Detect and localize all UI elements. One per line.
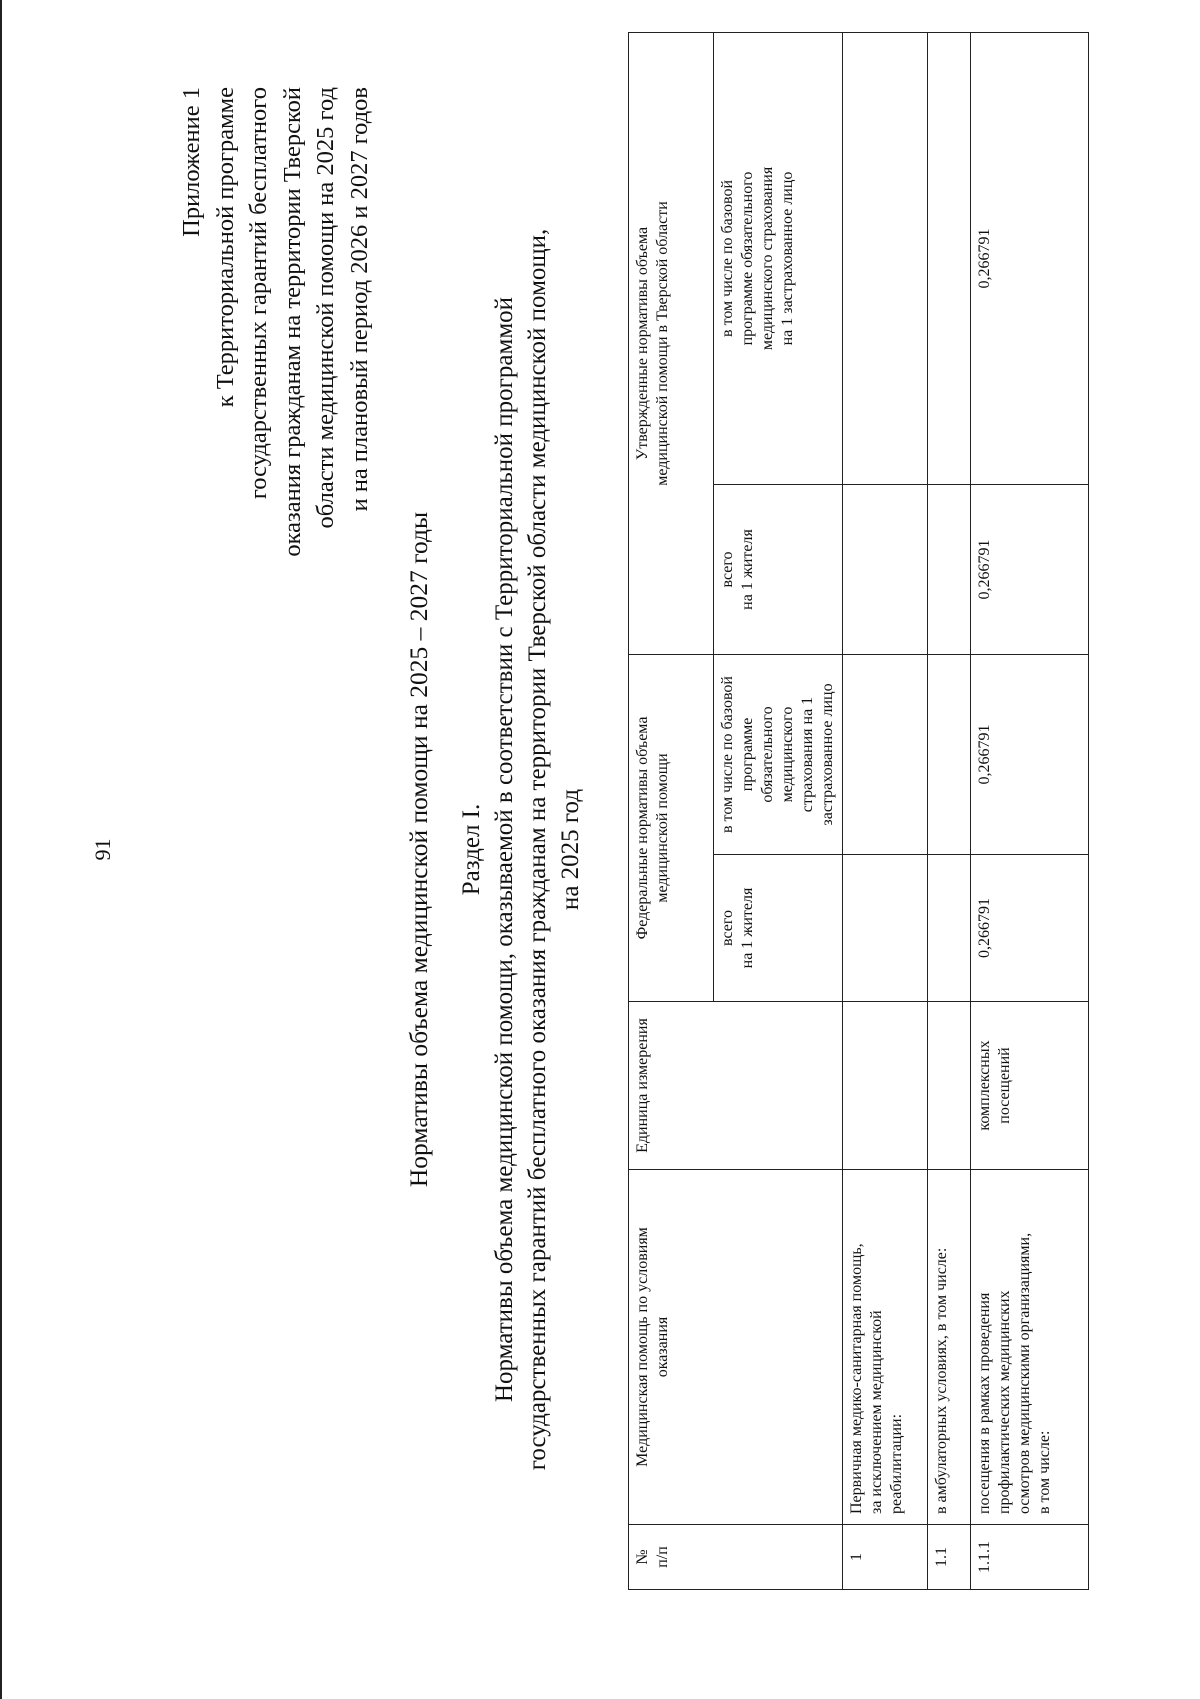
row-appr-oms — [843, 32, 928, 484]
appendix-line: оказания гражданам на территории Тверской — [278, 87, 306, 557]
header-approved-norms: Утвержденные нормативы объема медицинской помощи в Тверской области — [629, 32, 714, 654]
row-unit — [928, 1002, 971, 1170]
row-num: 1.1 — [928, 1525, 971, 1590]
row-fed-total: 0,266791 — [971, 855, 1089, 1002]
table-row — [971, 32, 1089, 1589]
section-title-line: Нормативы объема медицинской помощи, оказываемой в соответствии с Территориальной программой — [491, 296, 518, 1403]
row-fed-oms — [843, 654, 928, 854]
header-row — [629, 32, 714, 1589]
row-fed-oms — [928, 654, 971, 854]
row-fed-total — [928, 855, 971, 1002]
row-fed-total — [843, 855, 928, 1002]
section-title-line: на 2025 год — [557, 788, 584, 911]
document-title: Нормативы объема медицинской помощи на 2025 – 2027 годы — [404, 511, 433, 1188]
row-appr-oms: 0,266791 — [971, 32, 1089, 484]
header-approved-oms: в том числе по базовой программе обязательного медицинского страхования на 1 застрахованное лицо — [714, 32, 843, 484]
row-num: 1 — [843, 1525, 928, 1590]
row-care-condition: в амбулаторных условиях, в том числе: — [928, 1170, 971, 1525]
header-federal-norms: Федеральные нормативы объема медицинской помощи — [629, 654, 714, 1001]
section-block — [455, 0, 587, 1699]
table-row — [928, 32, 971, 1589]
section-heading: Раздел I. — [458, 803, 485, 896]
section-title-line: государственных гарантий бесплатного оказания гражданам на территории Тверской области медицинской помощи, — [524, 228, 551, 1471]
page-number: 91 — [90, 838, 115, 861]
row-unit: комплексных посещений — [971, 1002, 1089, 1170]
table-row — [843, 32, 928, 1589]
row-appr-total — [843, 484, 928, 654]
appendix-block — [175, 87, 376, 987]
row-appr-oms — [928, 32, 971, 484]
row-care-condition: посещения в рамках проведения профилактических медицинских осмотров медицинскими организациями, в том числе: — [971, 1170, 1089, 1525]
row-appr-total — [928, 484, 971, 654]
appendix-line: к Территориальной программе — [211, 87, 239, 408]
header-care-conditions: Медицинская помощь по условиям оказания — [629, 1170, 843, 1525]
appendix-line: области медицинской помощи на 2025 год — [312, 87, 339, 529]
row-appr-total: 0,266791 — [971, 484, 1089, 654]
header-federal-total: всего на 1 жителя — [714, 855, 843, 1002]
appendix-line: Приложение 1 — [178, 87, 205, 237]
norms-table — [628, 32, 1089, 1590]
row-care-condition: Первичная медико-санитарная помощь, за исключением медицинской реабилитации: — [843, 1170, 928, 1525]
header-num: № п/п — [629, 1525, 843, 1590]
appendix-line: государственных гарантий бесплатного — [245, 87, 272, 500]
appendix-line: и на плановый период 2026 и 2027 годов — [345, 87, 373, 512]
row-fed-oms: 0,266791 — [971, 654, 1089, 854]
row-num: 1.1.1 — [971, 1525, 1089, 1590]
row-unit — [843, 1002, 928, 1170]
header-unit: Единица измерения — [629, 1002, 843, 1170]
header-federal-oms: в том числе по базовой программе обязательного медицинского страхования на 1 застрахованное лицо — [714, 654, 843, 854]
header-approved-total: всего на 1 жителя — [714, 484, 843, 654]
